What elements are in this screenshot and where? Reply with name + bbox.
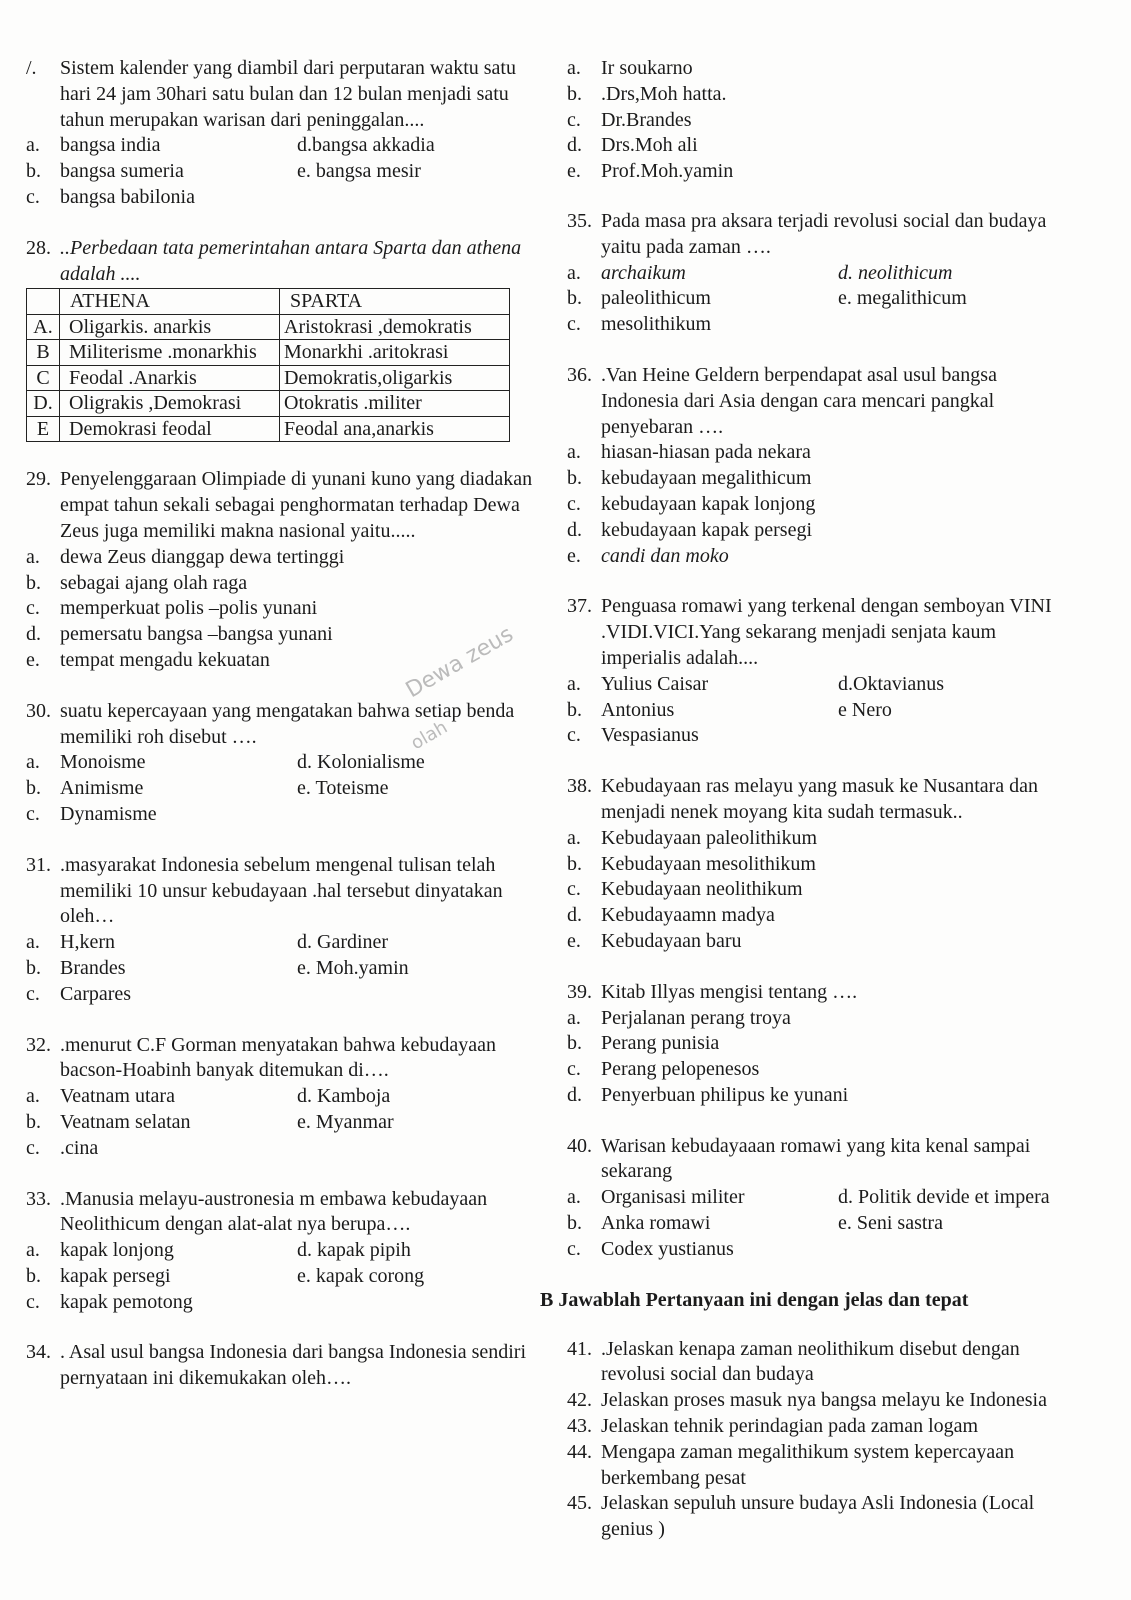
- option-text: bangsa india: [60, 134, 161, 157]
- option-pair: [60, 776, 389, 802]
- question-number: 28.: [26, 236, 51, 259]
- question-q36: [567, 363, 1067, 569]
- option-letter: a.: [567, 672, 581, 695]
- option-text: Kebudayaan paleolithikum: [601, 826, 818, 849]
- answer-option: [567, 1031, 1067, 1057]
- table-cell: C: [27, 365, 60, 391]
- answer-option: [567, 440, 1067, 466]
- option-letter: d.: [567, 1083, 582, 1106]
- option-pair: [601, 723, 838, 749]
- answer-option: [567, 518, 1067, 544]
- option-letter: d.: [567, 134, 582, 157]
- question-q28: [26, 236, 546, 443]
- answer-option: [26, 571, 546, 597]
- option-letter: e.: [567, 929, 581, 952]
- answer-option: [567, 1237, 1067, 1263]
- question-text: .Van Heine Geldern berpendapat asal usul bangsa Indonesia dari Asia dengan cara mencari pangkal penyebaran ….: [601, 363, 997, 438]
- option-text: Perang pelopenesos: [601, 1058, 760, 1081]
- question-stem: [26, 853, 546, 930]
- answer-option: [567, 1057, 1067, 1083]
- question-number: 42.: [567, 1389, 592, 1412]
- answer-option: [26, 982, 546, 1008]
- table-cell: Otokratis .militer: [280, 391, 510, 417]
- question-stem: [26, 1187, 546, 1239]
- question-text: Jelaskan proses masuk nya bangsa melayu ke Indonesia: [601, 1389, 1047, 1412]
- option-text: Penyerbuan philipus ke yunani: [601, 1083, 849, 1106]
- option-letter: c.: [567, 878, 581, 901]
- table-cell: [27, 289, 60, 315]
- option-letter: b.: [26, 160, 41, 183]
- option-pair: [601, 286, 967, 312]
- question-stem: [26, 56, 546, 133]
- option-pair: [60, 982, 297, 1008]
- question-text: suatu kepercayaan yang mengatakan bahwa setiap benda memiliki roh disebut ….: [60, 699, 515, 748]
- table-cell: Feodal .Anarkis: [60, 365, 280, 391]
- option-letter: b.: [567, 1212, 582, 1235]
- question-number: /.: [26, 57, 37, 79]
- question-q35: [567, 209, 1067, 338]
- option-letter: a.: [567, 57, 581, 79]
- option-text: Dr.Brandes: [601, 108, 692, 131]
- option-pair: [60, 956, 409, 982]
- answer-option: [567, 903, 1067, 929]
- option-text: Anka romawi: [601, 1212, 711, 1235]
- option-letter: c.: [567, 313, 581, 336]
- answer-option: [567, 672, 1067, 698]
- answer-option: [26, 1238, 546, 1264]
- option-text: sebagai ajang olah raga: [60, 571, 248, 594]
- question-essay: [567, 1337, 1067, 1543]
- question-q38: [567, 774, 1067, 955]
- option-text: kapak persegi: [60, 1264, 171, 1287]
- option-text: Kebudayaan mesolithikum: [601, 852, 816, 875]
- option-text: e. Seni sastra: [838, 1212, 943, 1235]
- option-letter: c.: [567, 724, 581, 747]
- option-text: Veatnam utara: [60, 1085, 175, 1108]
- option-letter: d.: [567, 904, 582, 927]
- option-text: paleolithicum: [601, 287, 711, 310]
- option-letter: b.: [26, 956, 41, 979]
- question-number: 34.: [26, 1341, 51, 1364]
- option-text: Kebudayaan baru: [601, 929, 742, 952]
- question-text: ..Perbedaan tata pemerintahan antara Sparta dan athena adalah ....: [60, 236, 522, 285]
- question-text: .menurut C.F Gorman menyatakan bahwa kebudayaan bacson-Hoabinh banyak ditemukan di….: [60, 1033, 496, 1082]
- question-text: Sistem kalender yang diambil dari perputaran waktu satu hari 24 jam 30hari satu bulan dan 12 bulan menjadi satu tahun merupakan warisan dari peninggalan....: [60, 57, 516, 131]
- option-letter: a.: [26, 1239, 40, 1262]
- option-letter: c.: [26, 1290, 40, 1313]
- option-text: d. neolithicum: [838, 261, 953, 284]
- question-text: Jelaskan sepuluh unsure budaya Asli Indonesia (Local genius ): [601, 1492, 1035, 1541]
- table-cell: E: [27, 416, 60, 442]
- question-stem: [567, 1134, 1067, 1186]
- option-text: d. kapak pipih: [297, 1239, 411, 1262]
- table-cell: Militerisme .monarkhis: [60, 340, 280, 366]
- table-cell: D.: [27, 391, 60, 417]
- answer-option: [567, 1083, 1067, 1109]
- table-cell: Oligrakis ,Demokrasi: [60, 391, 280, 417]
- left-column: [26, 56, 546, 1417]
- option-letter: c.: [567, 108, 581, 131]
- answer-option: [567, 312, 1067, 338]
- option-letter: b.: [567, 82, 582, 105]
- question-text: Kebudayaan ras melayu yang masuk ke Nusantara dan menjadi nenek moyang kita sudah termasuk..: [601, 775, 1039, 823]
- option-text: hiasan-hiasan pada nekara: [601, 441, 811, 464]
- answer-option: [26, 750, 546, 776]
- option-letter: a.: [567, 826, 581, 849]
- essay-question: [567, 1337, 1067, 1389]
- question-text: . Asal usul bangsa Indonesia dari bangsa Indonesia sendiri pernyataan ini dikemukakan oleh….: [60, 1341, 527, 1390]
- answer-option: [26, 185, 546, 211]
- question-stem: [26, 236, 546, 288]
- question-text: Mengapa zaman megalithikum system kepercayaan berkembang pesat: [601, 1440, 1015, 1489]
- option-letter: a.: [26, 134, 40, 157]
- answer-option: [26, 1084, 546, 1110]
- option-text: Vespasianus: [601, 724, 699, 747]
- option-pair: [60, 1084, 390, 1110]
- option-pair: [601, 1185, 1050, 1211]
- option-text: kebudayaan kapak persegi: [601, 518, 813, 541]
- answer-option: [567, 56, 1067, 82]
- table-cell: Demokrasi feodal: [60, 416, 280, 442]
- table-row: [27, 391, 510, 417]
- question-q7: [26, 56, 546, 211]
- question-number: 45.: [567, 1492, 592, 1515]
- question-stem: [26, 1033, 546, 1085]
- option-letter: e.: [567, 544, 581, 567]
- answer-option: [567, 698, 1067, 724]
- question-number: 39.: [567, 980, 592, 1003]
- question-text: Kitab Illyas mengisi tentang ….: [601, 980, 858, 1003]
- answer-option: [26, 1136, 546, 1162]
- question-stem: [26, 699, 546, 751]
- essay-question: [567, 1491, 1067, 1543]
- option-text: Perang punisia: [601, 1032, 720, 1055]
- option-text: Kebudayaamn madya: [601, 904, 775, 927]
- question-number: 44.: [567, 1440, 592, 1463]
- option-text: pemersatu bangsa –bangsa yunani: [60, 623, 333, 646]
- table-cell: Feodal ana,anarkis: [280, 416, 510, 442]
- question-number: 40.: [567, 1134, 592, 1157]
- question-number: 33.: [26, 1187, 51, 1210]
- answer-option: [567, 261, 1067, 287]
- option-text: e. Toteisme: [297, 777, 389, 800]
- option-text: Monoisme: [60, 751, 146, 774]
- answer-option: [26, 776, 546, 802]
- option-letter: c.: [26, 597, 40, 620]
- option-text: d.Oktavianus: [838, 672, 945, 695]
- option-pair: [601, 261, 952, 287]
- question-number: 30.: [26, 699, 51, 722]
- option-pair: [601, 672, 944, 698]
- table-row: [27, 314, 510, 340]
- question-text: Penguasa romawi yang terkenal dengan semboyan VINI .VIDI.VICI.Yang sekarang menjadi senjata kaum imperialis adalah....: [601, 595, 1052, 669]
- answer-option: [26, 1110, 546, 1136]
- question-q32: [26, 1033, 546, 1162]
- table-cell: SPARTA: [280, 289, 510, 315]
- option-letter: e.: [26, 648, 40, 671]
- option-letter: c.: [567, 1237, 581, 1260]
- question-q34: [26, 1340, 546, 1392]
- option-text: e. megalithicum: [838, 287, 967, 310]
- table-row: [27, 416, 510, 442]
- option-text: kebudayaan kapak lonjong: [601, 492, 816, 515]
- right-column: [540, 56, 1067, 1543]
- option-text: e. bangsa mesir: [297, 160, 421, 183]
- option-pair: [601, 1211, 943, 1237]
- option-pair: [60, 750, 425, 776]
- option-text: Organisasi militer: [601, 1186, 745, 1209]
- option-pair: [60, 930, 388, 956]
- option-text: Drs.Moh ali: [601, 134, 698, 157]
- question-q34b: [567, 56, 1067, 185]
- question-stem: [26, 1340, 546, 1392]
- question-q30: [26, 699, 546, 828]
- question-number: 43.: [567, 1415, 592, 1438]
- answer-option: [567, 877, 1067, 903]
- option-text: candi dan moko: [601, 544, 729, 567]
- option-letter: b.: [26, 571, 41, 594]
- option-text: d.bangsa akkadia: [297, 134, 435, 157]
- option-text: tempat mengadu kekuatan: [60, 648, 270, 671]
- answer-option: [26, 596, 546, 622]
- option-letter: a.: [567, 1006, 581, 1029]
- option-text: kapak lonjong: [60, 1239, 174, 1262]
- option-pair: [601, 312, 838, 338]
- question-number: 32.: [26, 1033, 51, 1056]
- option-letter: d.: [26, 623, 41, 646]
- option-text: Dynamisme: [60, 802, 157, 825]
- option-letter: b.: [567, 698, 582, 721]
- question-number: 29.: [26, 468, 51, 491]
- option-letter: b.: [26, 777, 41, 800]
- question-text: .Manusia melayu-austronesia m embawa kebudayaan Neolithicum dengan alat-alat nya berupa….: [60, 1187, 488, 1236]
- question-number: 38.: [567, 775, 592, 798]
- answer-option: [567, 826, 1067, 852]
- option-letter: c.: [26, 185, 40, 208]
- option-text: e. kapak corong: [297, 1264, 425, 1287]
- question-q39: [567, 980, 1067, 1109]
- option-text: Perjalanan perang troya: [601, 1006, 791, 1029]
- option-letter: a.: [567, 441, 581, 464]
- answer-option: [567, 723, 1067, 749]
- question-q33: [26, 1187, 546, 1316]
- answer-option: [567, 929, 1067, 955]
- option-letter: c.: [26, 1136, 40, 1159]
- table-cell: Monarkhi .aritokrasi: [280, 340, 510, 366]
- table-cell: A.: [27, 314, 60, 340]
- section-heading: B Jawablah Pertanyaan ini dengan jelas dan tepat: [540, 1288, 969, 1311]
- answer-option: [26, 159, 546, 185]
- option-letter: b.: [567, 852, 582, 875]
- option-text: d. Politik devide et impera: [838, 1186, 1050, 1209]
- answer-option: [567, 1211, 1067, 1237]
- option-pair: [60, 1290, 297, 1316]
- option-text: Carpares: [60, 982, 132, 1005]
- option-pair: [601, 1237, 838, 1263]
- question-stem: [26, 467, 546, 544]
- option-letter: b.: [26, 1110, 41, 1133]
- table-cell: B: [27, 340, 60, 366]
- option-text: memperkuat polis –polis yunani: [60, 597, 318, 620]
- question-number: 36.: [567, 363, 592, 386]
- option-letter: a.: [26, 545, 40, 568]
- option-letter: a.: [567, 261, 581, 284]
- option-letter: c.: [26, 802, 40, 825]
- table-row: [27, 365, 510, 391]
- question-stem: [567, 594, 1067, 671]
- option-text: d. Kolonialisme: [297, 751, 425, 774]
- question-stem: [567, 209, 1067, 261]
- table-row: [27, 340, 510, 366]
- option-text: kapak pemotong: [60, 1290, 193, 1313]
- option-letter: a.: [26, 931, 40, 954]
- option-text: e Nero: [838, 698, 892, 721]
- question-text: .Jelaskan kenapa zaman neolithikum disebut dengan revolusi social dan budaya: [601, 1337, 1020, 1386]
- table-cell: ATHENA: [60, 289, 280, 315]
- option-text: Veatnam selatan: [60, 1110, 191, 1133]
- table-header-row: [27, 289, 510, 315]
- answer-option: [567, 286, 1067, 312]
- option-text: Yulius Caisar: [601, 672, 709, 695]
- essay-question: [567, 1388, 1067, 1414]
- question-number: 35.: [567, 209, 592, 232]
- option-text: e. Moh.yamin: [297, 956, 409, 979]
- option-text: Prof.Moh.yamin: [601, 160, 734, 183]
- option-letter: c.: [567, 492, 581, 515]
- option-text: dewa Zeus dianggap dewa tertinggi: [60, 545, 345, 568]
- pencil-note: Dewa zeus: [401, 621, 518, 704]
- option-pair: [60, 1264, 424, 1290]
- answer-option: [567, 1006, 1067, 1032]
- option-pair: [60, 1238, 411, 1264]
- answer-option: [26, 1290, 546, 1316]
- option-letter: a.: [26, 1085, 40, 1108]
- question-text: Jelaskan tehnik perindagian pada zaman logam: [601, 1415, 979, 1438]
- option-text: e. Myanmar: [297, 1110, 394, 1133]
- option-text: Ir soukarno: [601, 57, 693, 79]
- option-text: Antonius: [601, 698, 675, 721]
- question-stem: [567, 980, 1067, 1006]
- answer-option: [567, 492, 1067, 518]
- option-text: d. Kamboja: [297, 1085, 391, 1108]
- question-stem: [567, 774, 1067, 826]
- option-text: .cina: [60, 1136, 99, 1159]
- question-q37: [567, 594, 1067, 749]
- option-letter: a.: [567, 1186, 581, 1209]
- option-text: bangsa sumeria: [60, 160, 184, 183]
- answer-option: [567, 1185, 1067, 1211]
- option-letter: e.: [567, 160, 581, 183]
- answer-option: [567, 108, 1067, 134]
- option-pair: [60, 159, 421, 185]
- question-text: Pada masa pra aksara terjadi revolusi social dan budaya yaitu pada zaman ….: [601, 209, 1047, 258]
- option-letter: b.: [26, 1264, 41, 1287]
- option-text: d. Gardiner: [297, 931, 389, 954]
- option-pair: [60, 1136, 297, 1162]
- comparison-table: [26, 288, 510, 442]
- answer-option: [567, 133, 1067, 159]
- question-text: Warisan kebudayaaan romawi yang kita kenal sampai sekarang: [601, 1134, 1031, 1183]
- answer-option: [26, 956, 546, 982]
- question-number: 31.: [26, 853, 51, 876]
- question-number: 37.: [567, 595, 592, 618]
- option-pair: [601, 698, 892, 724]
- answer-option: [26, 802, 546, 828]
- option-text: archaikum: [601, 261, 686, 284]
- option-pair: [60, 802, 297, 828]
- question-stem: [567, 363, 1067, 440]
- option-text: Animisme: [60, 777, 144, 800]
- option-text: H,kern: [60, 931, 115, 954]
- question-number: 41.: [567, 1337, 592, 1360]
- option-text: mesolithikum: [601, 313, 711, 336]
- option-pair: [60, 133, 435, 159]
- table-cell: Oligarkis. anarkis: [60, 314, 280, 340]
- question-text: .masyarakat Indonesia sebelum mengenal tulisan telah memiliki 10 unsur kebudayaan .hal tersebut dinyatakan oleh…: [60, 853, 503, 928]
- pencil-note-2: olah: [407, 716, 452, 755]
- question-q40: [567, 1134, 1067, 1263]
- option-letter: a.: [26, 751, 40, 774]
- essay-question: [567, 1414, 1067, 1440]
- answer-option: [26, 930, 546, 956]
- option-text: Kebudayaan neolithikum: [601, 878, 803, 901]
- answer-option: [567, 466, 1067, 492]
- answer-option: [26, 545, 546, 571]
- answer-option: [567, 159, 1067, 185]
- answer-option: [567, 852, 1067, 878]
- option-text: bangsa babilonia: [60, 185, 195, 208]
- option-letter: c.: [567, 1058, 581, 1081]
- option-letter: b.: [567, 1032, 582, 1055]
- answer-option: [26, 1264, 546, 1290]
- table-cell: Demokratis,oligarkis: [280, 365, 510, 391]
- option-letter: b.: [567, 467, 582, 490]
- option-text: .Drs,Moh hatta.: [601, 82, 727, 105]
- answer-option: [567, 82, 1067, 108]
- essay-question: [567, 1440, 1067, 1492]
- option-pair: [60, 1110, 394, 1136]
- option-text: kebudayaan megalithicum: [601, 467, 812, 490]
- answer-option: [26, 133, 546, 159]
- question-q31: [26, 853, 546, 1008]
- option-text: Codex yustianus: [601, 1237, 734, 1260]
- option-letter: c.: [26, 982, 40, 1005]
- option-pair: [60, 185, 297, 211]
- option-letter: b.: [567, 287, 582, 310]
- table-cell: Aristokrasi ,demokratis: [280, 314, 510, 340]
- answer-option: [567, 544, 1067, 570]
- option-text: Brandes: [60, 956, 126, 979]
- option-letter: d.: [567, 518, 582, 541]
- question-text: Penyelenggaraan Olimpiade di yunani kuno yang diadakan empat tahun sekali sebagai penghormatan terhadap Dewa Zeus juga memiliki makna nasional yaitu.....: [60, 468, 533, 542]
